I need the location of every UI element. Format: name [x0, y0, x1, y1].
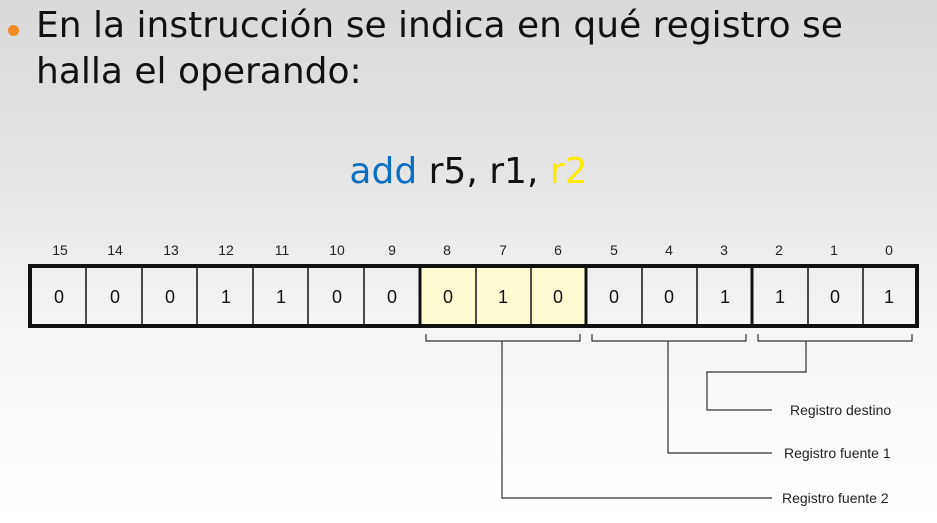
bit-value: 0 [552, 287, 564, 307]
bit-value: 0 [442, 287, 454, 307]
bit-number: 6 [554, 242, 562, 258]
bit-number: 13 [163, 242, 179, 258]
label-registro-fuente-1: Registro fuente 1 [784, 445, 891, 461]
bit-value: 0 [386, 287, 398, 307]
rs2-bracket [426, 334, 580, 341]
label-registro-fuente-2: Registro fuente 2 [782, 490, 889, 506]
instruction-rd: r5 [428, 151, 467, 192]
bit-number: 2 [775, 242, 783, 258]
bit-value: 1 [220, 287, 232, 307]
bit-value: 1 [774, 287, 786, 307]
label-registro-destino: Registro destino [790, 402, 892, 418]
bit-number: 15 [52, 242, 68, 258]
instruction-opcode: add [349, 151, 418, 192]
bit-number: 7 [499, 242, 507, 258]
rs1-leader [668, 341, 772, 453]
bit-number: 0 [885, 242, 893, 258]
bit-number: 14 [107, 242, 123, 258]
bit-value: 0 [331, 287, 343, 307]
bit-number: 9 [388, 242, 396, 258]
bit-number: 5 [610, 242, 618, 258]
bit-value: 1 [275, 287, 287, 307]
rd-bracket [758, 334, 912, 341]
leader-lines [502, 341, 806, 498]
instruction-rs1: r1 [489, 151, 527, 192]
bit-value: 0 [829, 287, 841, 307]
field-brackets [426, 334, 912, 341]
bit-numbers [52, 242, 893, 258]
rs2-leader [502, 341, 772, 498]
instruction-sep-1: , [466, 151, 478, 192]
bit-number: 1 [830, 242, 838, 258]
bit-number: 3 [720, 242, 728, 258]
bit-value: 1 [719, 287, 731, 307]
rs1-bracket [592, 334, 746, 341]
instruction-sep-2: , [526, 151, 539, 192]
rd-leader [707, 341, 806, 410]
bit-number: 4 [665, 242, 673, 258]
bit-number: 12 [218, 242, 234, 258]
bit-value: 0 [164, 287, 176, 307]
bullet-text: En la instrucción se indica en qué registro se halla el operando: [36, 5, 843, 92]
bit-value: 1 [497, 287, 509, 307]
bit-value: 1 [883, 287, 895, 307]
bit-number: 10 [329, 242, 345, 258]
bit-number: 11 [274, 242, 290, 258]
bit-value: 0 [53, 287, 65, 307]
instruction-rs2: r2 [549, 151, 588, 192]
bit-value: 0 [663, 287, 675, 307]
bit-value: 0 [109, 287, 121, 307]
bit-value: 0 [608, 287, 620, 307]
bit-number: 8 [443, 242, 451, 258]
